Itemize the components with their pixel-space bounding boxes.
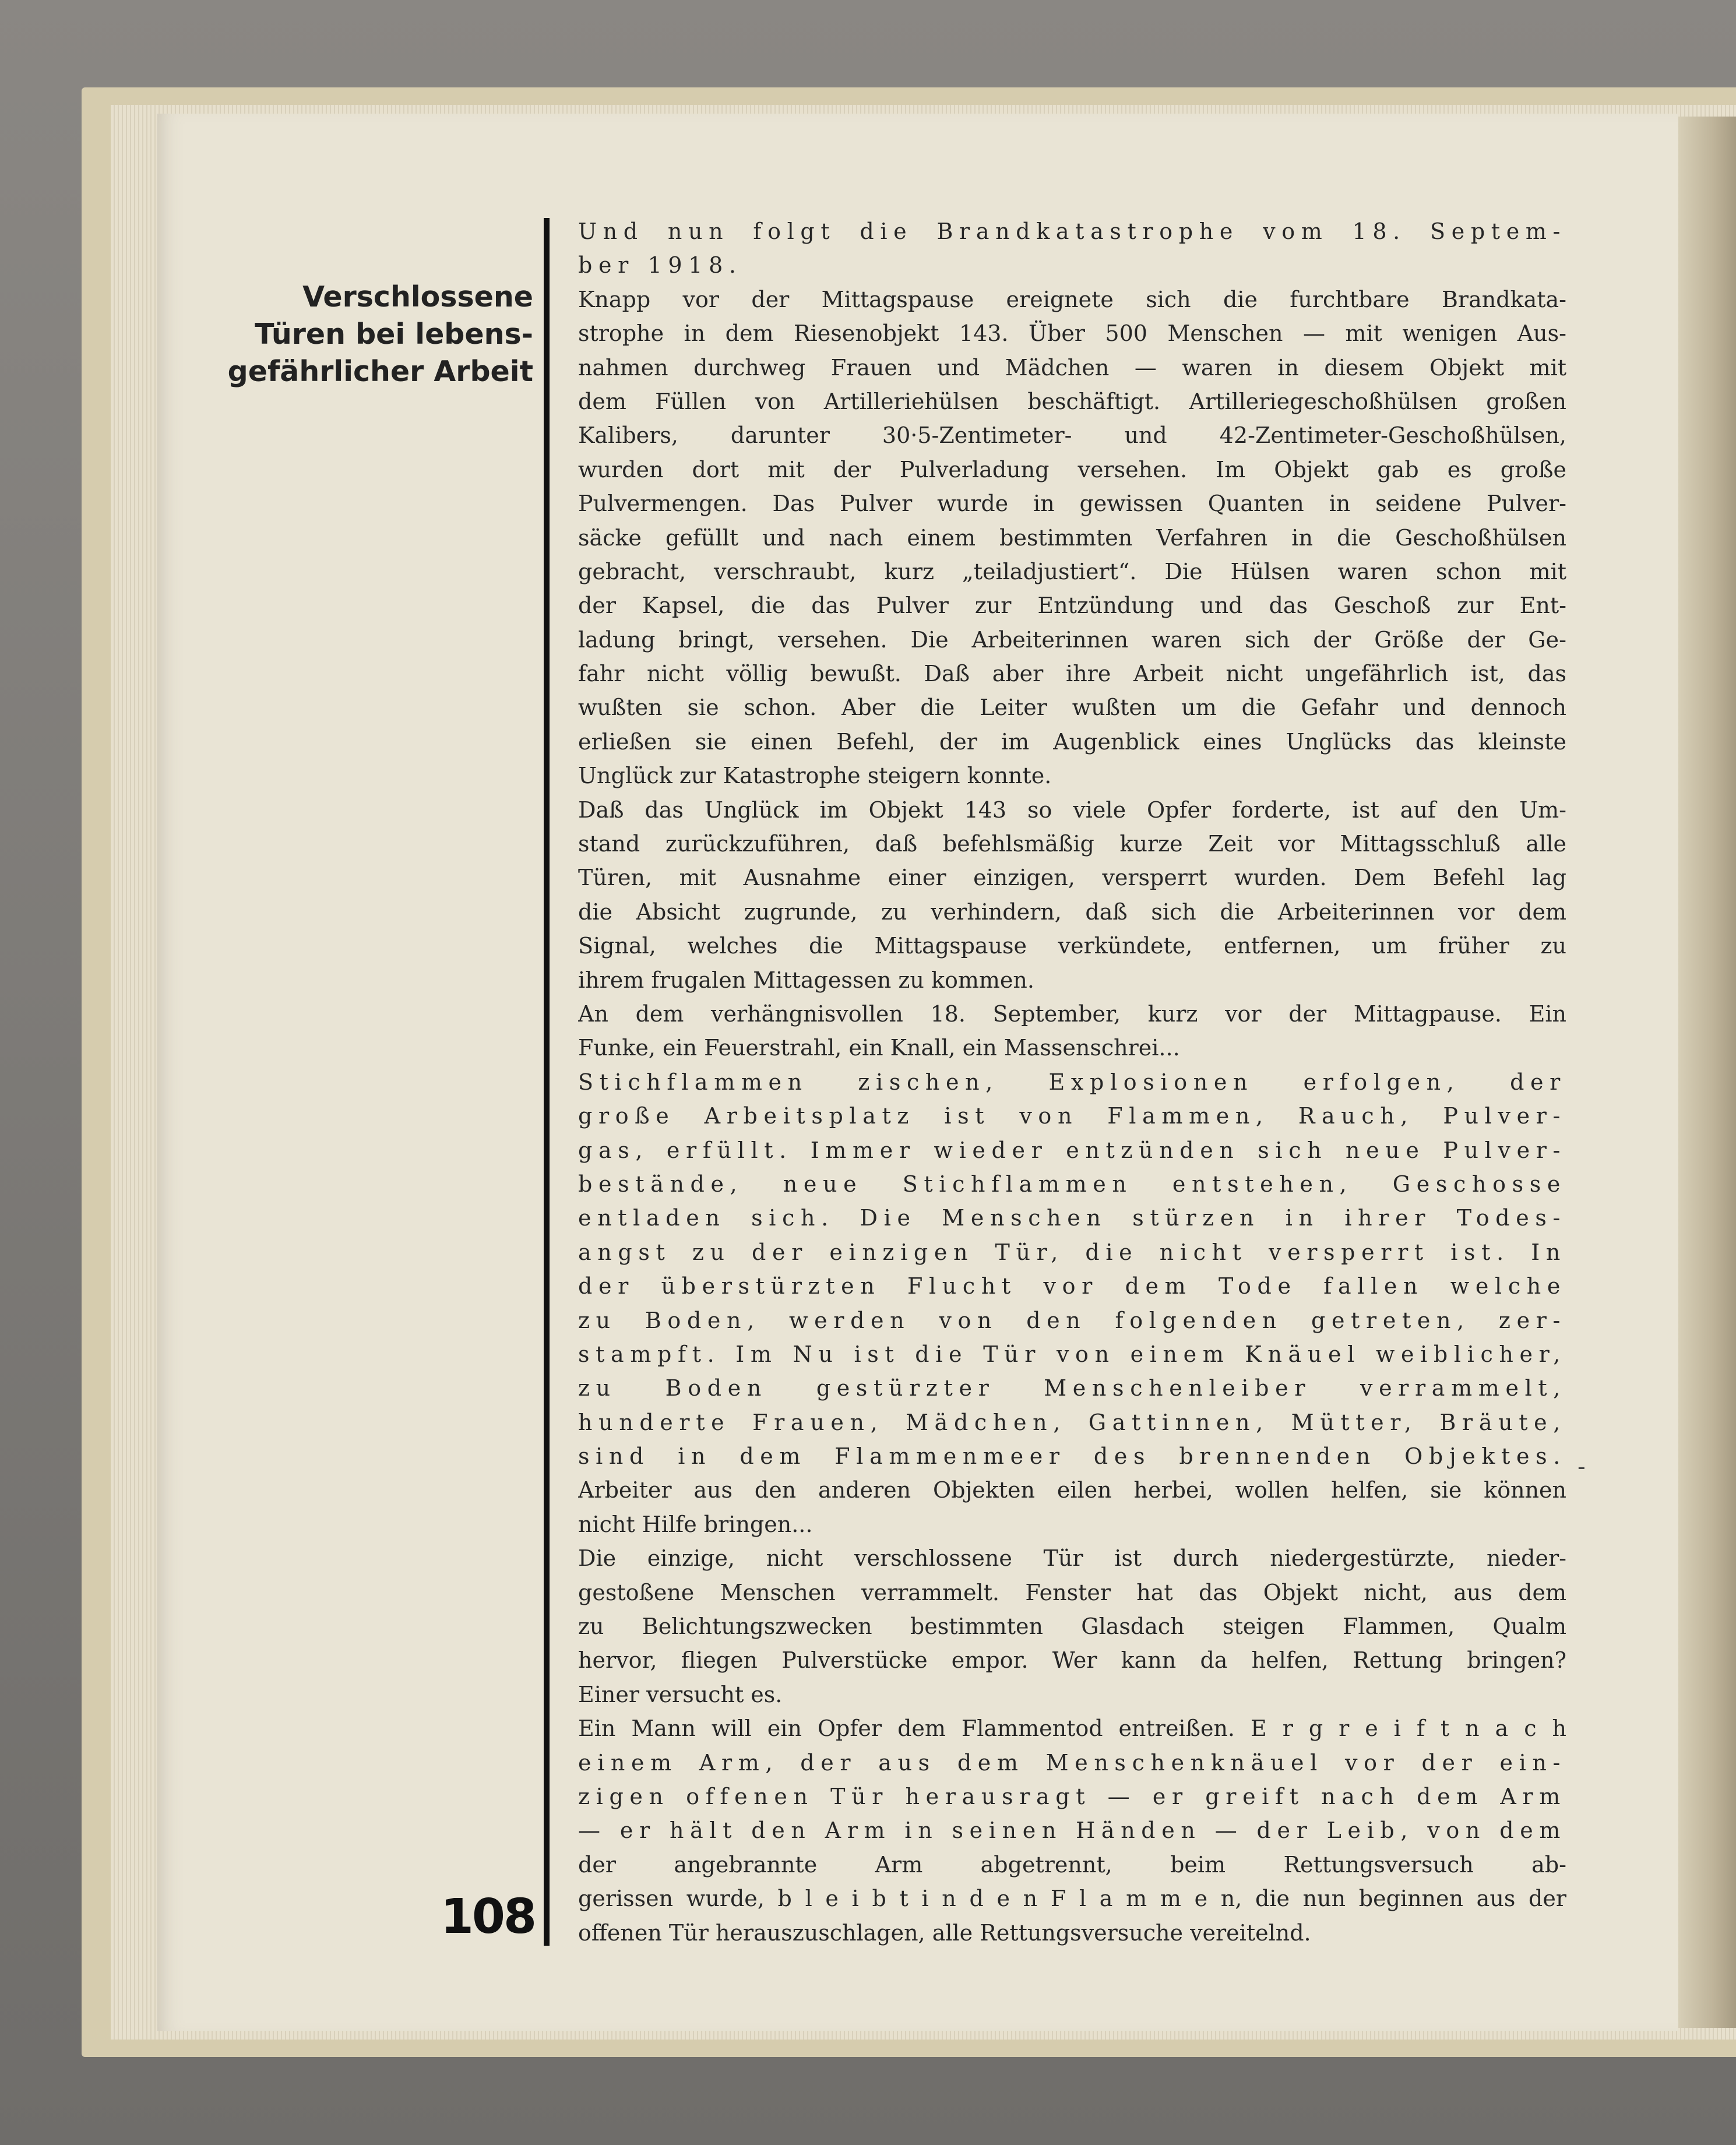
text-line: hunderte Frauen, Mädchen, Gattinnen, Mütter, Bräute, xyxy=(578,1409,1566,1435)
text-line: Ein Mann will ein Opfer dem Flammentod entreißen. E r g r e i f t n a c h xyxy=(578,1716,1566,1742)
text-line: wußten sie schon. Aber die Leiter wußten um die Gefahr und dennoch xyxy=(578,695,1566,721)
text-line: gas, erfüllt. Immer wieder entzünden sich neue Pulver- xyxy=(578,1137,1566,1163)
text-line: Daß das Unglück im Objekt 143 so viele Opfer forderte, ist auf den Um- xyxy=(578,797,1566,823)
text-line: die Absicht zugrunde, zu verhindern, daß sich die Arbeiterinnen vor dem xyxy=(578,899,1566,925)
text-line: zigen offenen Tür herausragt — er greift nach dem Arm xyxy=(578,1783,1566,1809)
text-line: gebracht, verschraubt, kurz „teiladjustiert“. Die Hülsen waren schon mit xyxy=(578,558,1566,584)
text-line: entladen sich. Die Menschen stürzen in ihrer Todes- xyxy=(578,1205,1566,1231)
text-line: gestoßene Menschen verrammelt. Fenster hat das Objekt nicht, aus dem xyxy=(578,1579,1566,1605)
facing-page-edge xyxy=(1678,117,1736,2028)
text-line: zu Boden, werden von den folgenden getreten, zer- xyxy=(578,1307,1566,1333)
text-line: zu Boden gestürzter Menschenleiber verrammelt, xyxy=(578,1375,1566,1401)
text-line: Funke, ein Feuerstrahl, ein Knall, ein Massenschrei... xyxy=(578,1035,1180,1061)
text-line: gerissen wurde, b l e i b t i n d e n F l a m m e n, die nun beginnen aus der xyxy=(578,1886,1566,1912)
text-line: dem Füllen von Artilleriehülsen beschäftigt. Artilleriegeschoßhülsen großen xyxy=(578,388,1566,414)
text-line: sind in dem Flammenmeer des brennenden Objektes. xyxy=(578,1443,1566,1470)
margin-mark: - xyxy=(1577,1454,1586,1480)
text-line: einem Arm, der aus dem Menschenknäuel vor der ein- xyxy=(578,1749,1566,1776)
text-line: große Arbeitsplatz ist von Flammen, Rauch, Pulver- xyxy=(578,1103,1566,1129)
side-heading-line: gefährlicher Arbeit xyxy=(227,355,533,388)
text-line: An dem verhängnisvollen 18. September, kurz vor der Mittagpause. Ein xyxy=(578,1001,1566,1027)
text-line: — er hält den Arm in seinen Händen — der Leib, von dem xyxy=(578,1818,1566,1844)
text-line: der überstürzten Flucht vor dem Tode fallen welche xyxy=(578,1273,1566,1299)
text-line: Und nun folgt die Brandkatastrophe vom 18. Septem- xyxy=(578,219,1566,244)
page-number: 108 xyxy=(440,1889,535,1945)
text-line: Knapp vor der Mittagspause ereignete sich die furchtbare Brandkata- xyxy=(578,286,1566,312)
text-line: Kalibers, darunter 30·5-Zentimeter- und 42-Zentimeter-Geschoßhülsen, xyxy=(578,422,1566,449)
text-line: zu Belichtungszwecken bestimmten Glasdach steigen Flammen, Qualm xyxy=(578,1614,1566,1640)
text-line: Die einzige, nicht verschlossene Tür ist durch niedergestürzte, nieder- xyxy=(578,1545,1566,1572)
text-line: Türen, mit Ausnahme einer einzigen, versperrt wurden. Dem Befehl lag xyxy=(578,865,1566,891)
side-heading-line: Türen bei lebens- xyxy=(255,318,533,351)
text-line: der angebrannte Arm abgetrennt, beim Rettungsversuch ab- xyxy=(578,1851,1566,1878)
text-line: Unglück zur Katastrophe steigern konnte. xyxy=(578,763,1052,789)
text-line: stand zurückzuführen, daß befehlsmäßig kurze Zeit vor Mittagsschluß alle xyxy=(578,831,1566,857)
text-line: Pulvermengen. Das Pulver wurde in gewissen Quanten in seidene Pulver- xyxy=(578,491,1566,517)
text-line: Stichflammen zischen, Explosionen erfolgen, der xyxy=(578,1069,1566,1095)
text-line: ihrem frugalen Mittagessen zu kommen. xyxy=(578,967,1034,993)
text-line: ladung bringt, versehen. Die Arbeiterinnen waren sich der Größe der Ge- xyxy=(578,626,1566,653)
text-line: bestände, neue Stichflammen entstehen, Geschosse xyxy=(578,1171,1566,1197)
text-line: nahmen durchweg Frauen und Mädchen — waren in diesem Objekt mit xyxy=(578,354,1566,381)
text-line: ber 1918. xyxy=(578,252,742,279)
text-line: hervor, fliegen Pulverstücke empor. Wer kann da helfen, Rettung bringen? xyxy=(578,1647,1566,1674)
text-line: Einer versucht es. xyxy=(578,1681,783,1707)
side-heading xyxy=(201,279,533,390)
text-line: fahr nicht völlig bewußt. Daß aber ihre Arbeit nicht ungefährlich ist, das xyxy=(578,661,1566,687)
text-line: Arbeiter aus den anderen Objekten eilen herbei, wollen helfen, sie können xyxy=(578,1477,1566,1503)
text-line: offenen Tür herauszuschlagen, alle Rettungsversuche vereitelnd. xyxy=(578,1919,1311,1946)
text-line: strophe in dem Riesenobjekt 143. Über 500 Menschen — mit wenigen Aus- xyxy=(578,320,1566,347)
text-line: nicht Hilfe bringen... xyxy=(578,1511,813,1537)
text-line: stampft. Im Nu ist die Tür von einem Knäuel weiblicher, xyxy=(578,1341,1566,1367)
text-line: angst zu der einzigen Tür, die nicht versperrt ist. In xyxy=(578,1239,1566,1265)
text-line: der Kapsel, die das Pulver zur Entzündung und das Geschoß zur Ent- xyxy=(578,593,1566,619)
text-line: erließen sie einen Befehl, der im Augenblick eines Unglücks das kleinste xyxy=(578,728,1566,755)
text-line: Signal, welches die Mittagspause verkündete, entfernen, um früher zu xyxy=(578,933,1566,959)
vertical-rule xyxy=(544,218,550,1946)
side-heading-line: Verschlossene xyxy=(302,280,533,314)
text-line: wurden dort mit der Pulverladung versehen. Im Objekt gab es große xyxy=(578,456,1566,482)
body-text xyxy=(578,214,1566,1950)
text-line: säcke gefüllt und nach einem bestimmten Verfahren in die Geschoßhülsen xyxy=(578,524,1566,551)
